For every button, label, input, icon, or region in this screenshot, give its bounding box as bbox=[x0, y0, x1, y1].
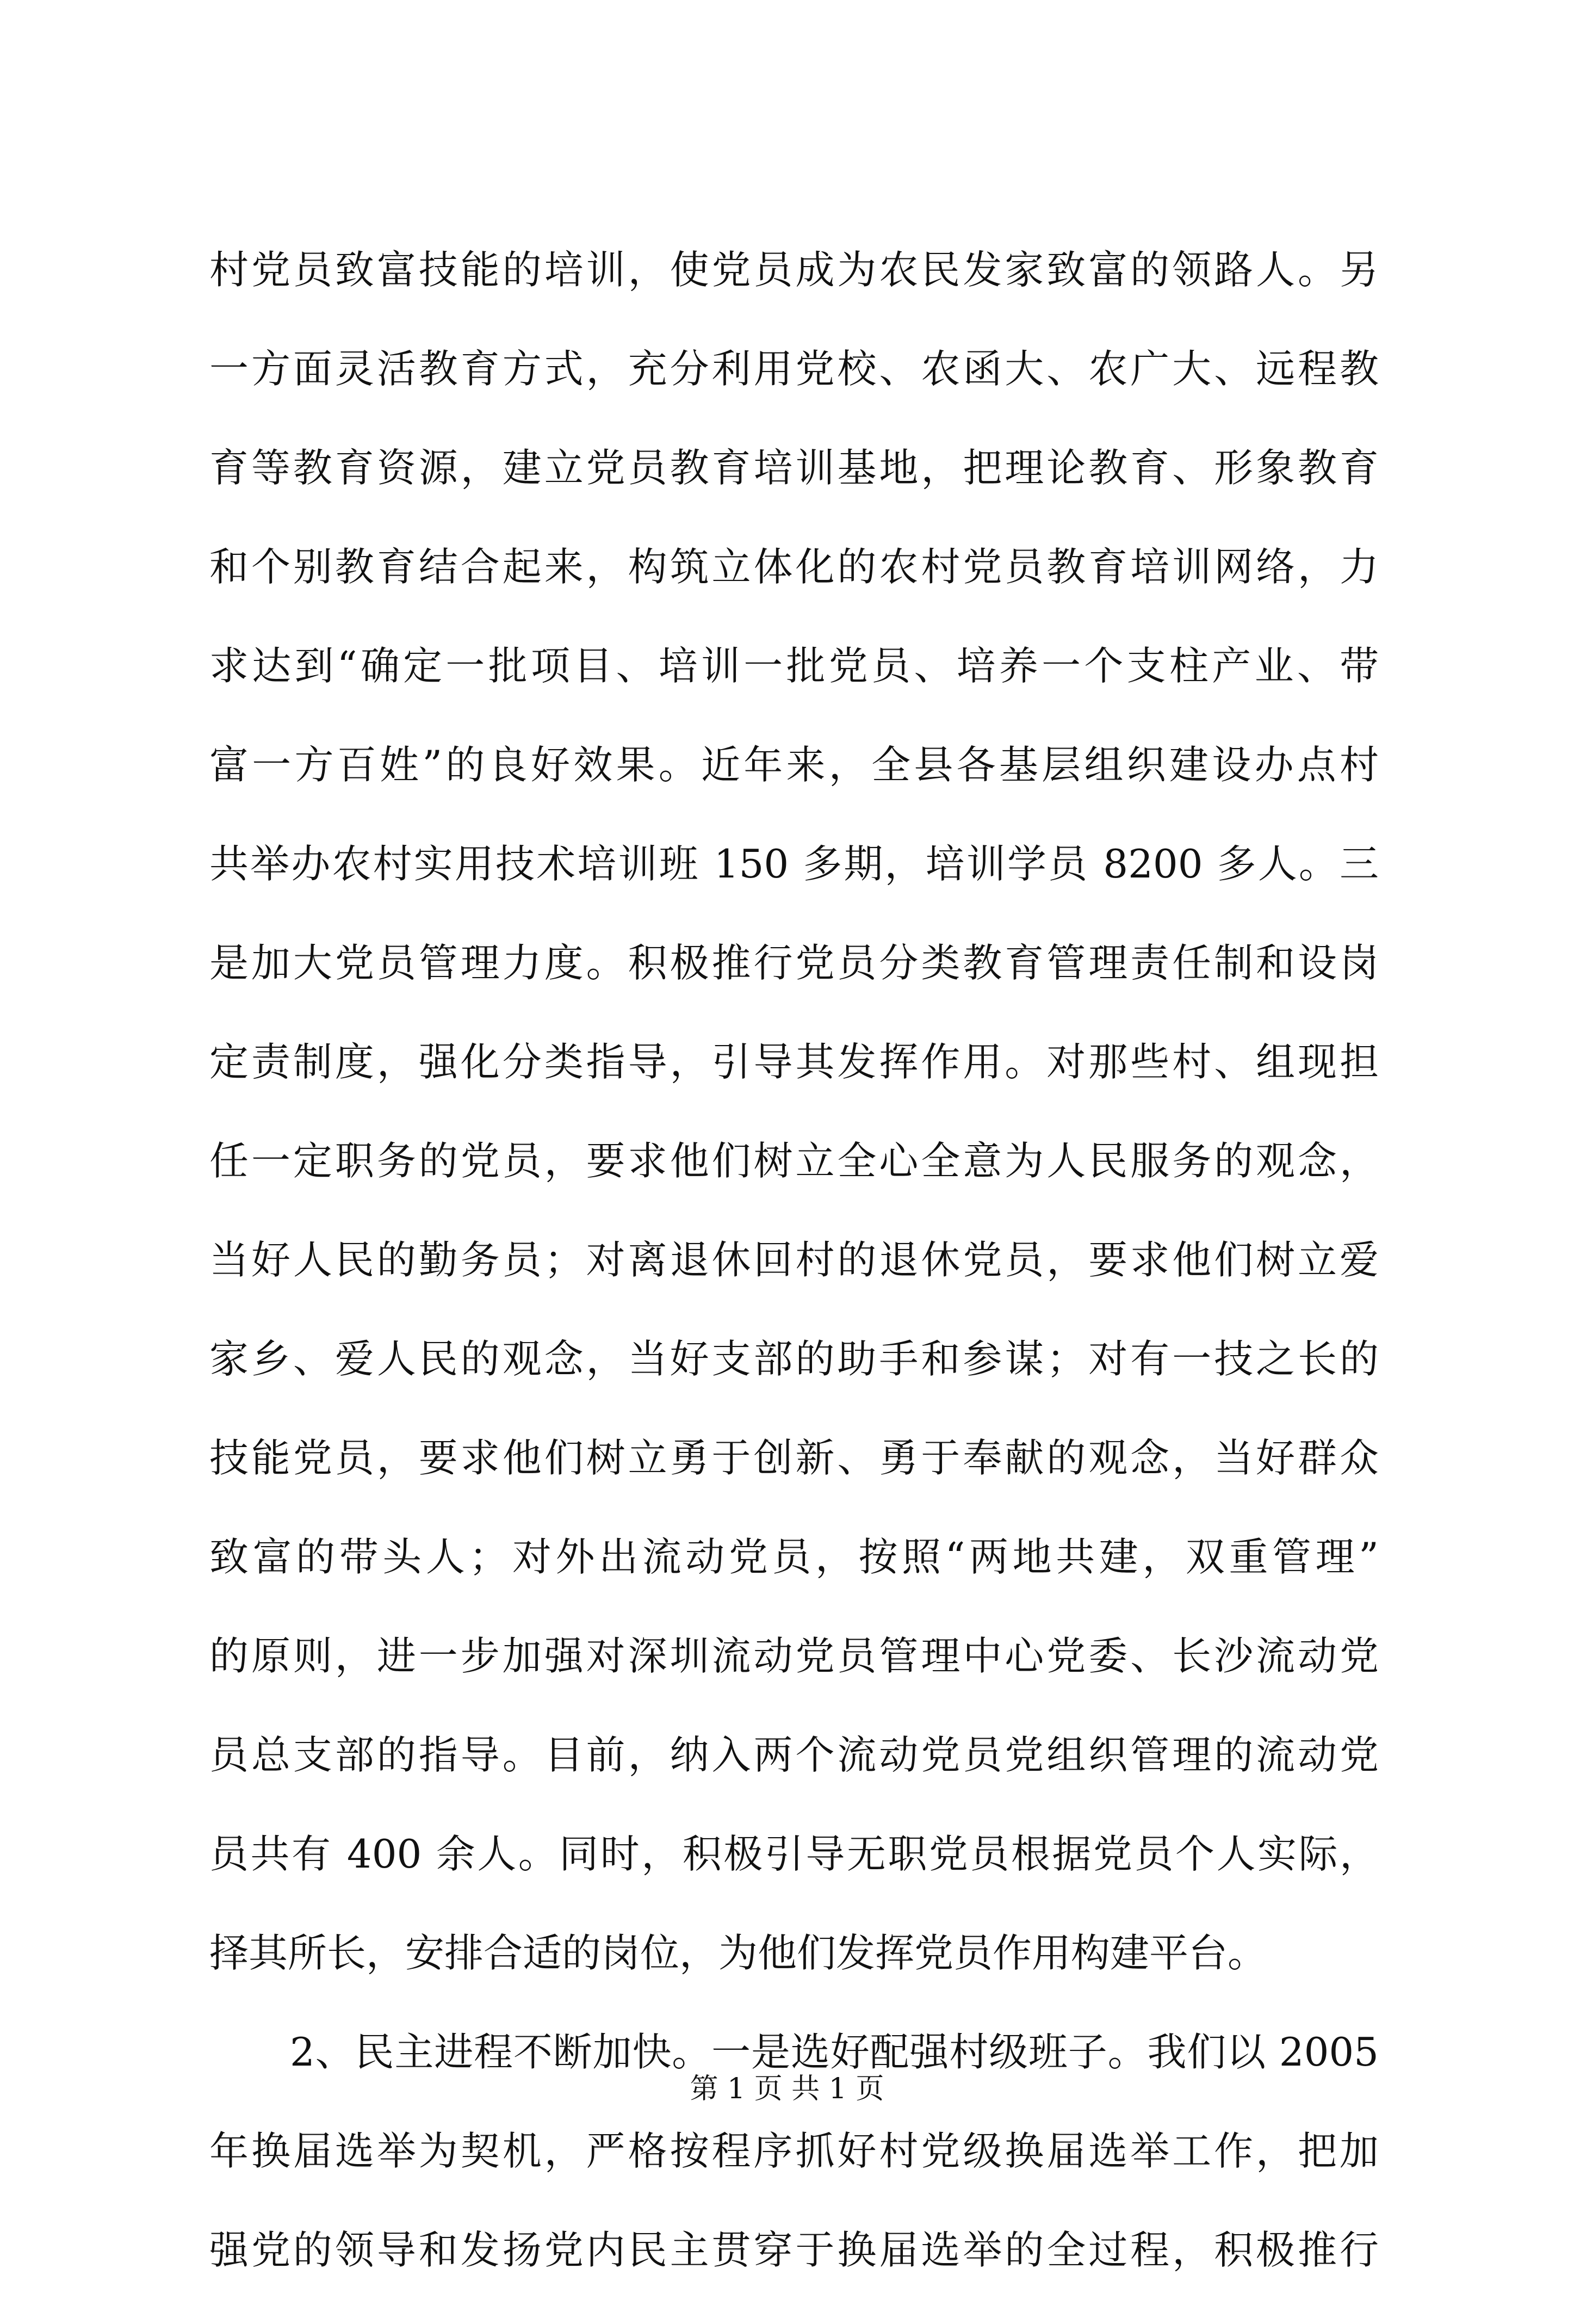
text-line-10: 任一定职务的党员，要求他们树立全心全意为人民服务的观念， bbox=[209, 1138, 1379, 1184]
text-line-14: 致富的带头人；对外出流动党员，按照“两地共建，双重管理” bbox=[209, 1534, 1379, 1580]
text-line-18: 择其所长，安排合适的岗位，为他们发挥党员作用构建平台。 bbox=[209, 1930, 1267, 1976]
text-line-1: 村党员致富技能的培训，使党员成为农民发家致富的领路人。另 bbox=[209, 247, 1379, 293]
text-line-21: 强党的领导和发扬党内民主贯穿于换届选举的全过程，积极推行 bbox=[209, 2227, 1379, 2273]
document-body bbox=[209, 245, 1379, 2324]
text-line-17: 员共有 400 余人。同时，积极引导无职党员根据党员个人实际， bbox=[209, 1831, 1379, 1877]
text-line-12: 家乡、爱人民的观念，当好支部的助手和参谋；对有一技之长的 bbox=[209, 1336, 1379, 1382]
text-line-2: 一方面灵活教育方式，充分利用党校、农函大、农广大、远程教 bbox=[209, 346, 1379, 392]
text-line-7: 共举办农村实用技术培训班 150 多期，培训学员 8200 多人。三 bbox=[209, 841, 1379, 887]
page-footer bbox=[0, 2070, 1574, 2108]
text-line-11: 当好人民的勤务员；对离退休回村的退休党员，要求他们树立爱 bbox=[209, 1237, 1379, 1283]
text-line-3: 育等教育资源，建立党员教育培训基地，把理论教育、形象教育 bbox=[209, 445, 1379, 491]
text-line-5: 求达到“确定一批项目、培训一批党员、培养一个支柱产业、带 bbox=[209, 643, 1379, 689]
text-line-20: 年换届选举为契机，严格按程序抓好村党级换届选举工作，把加 bbox=[209, 2128, 1379, 2174]
text-line-13: 技能党员，要求他们树立勇于创新、勇于奉献的观念，当好群众 bbox=[209, 1435, 1379, 1481]
page-number: 第 1 页 共 1 页 bbox=[690, 2073, 884, 2105]
text-line-8: 是加大党员管理力度。积极推行党员分类教育管理责任制和设岗 bbox=[209, 940, 1379, 986]
text-line-6: 富一方百姓”的良好效果。近年来，全县各基层组织建设办点村 bbox=[209, 742, 1379, 788]
text-line-4: 和个别教育结合起来，构筑立体化的农村党员教育培训网络，力 bbox=[209, 544, 1379, 590]
text-line-19: 2、民主进程不断加快。一是选好配强村级班子。我们以 2005 bbox=[290, 2029, 1379, 2075]
text-line-16: 员总支部的指导。目前，纳入两个流动党员党组织管理的流动党 bbox=[209, 1732, 1379, 1778]
text-line-15: 的原则，进一步加强对深圳流动党员管理中心党委、长沙流动党 bbox=[209, 1633, 1379, 1679]
text-line-9: 定责制度，强化分类指导，引导其发挥作用。对那些村、组现担 bbox=[209, 1039, 1379, 1085]
